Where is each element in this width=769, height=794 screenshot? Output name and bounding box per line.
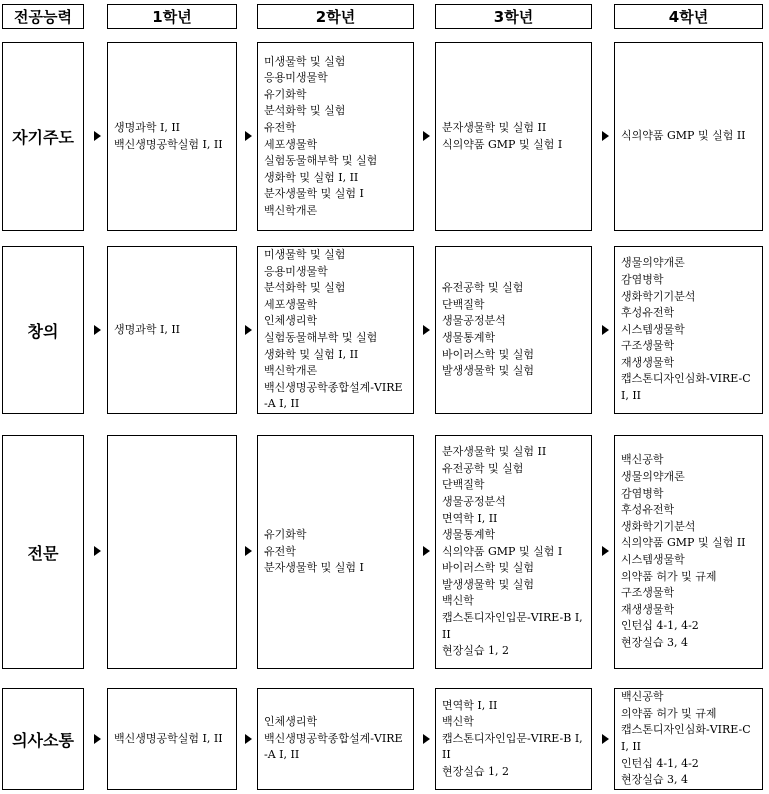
course-item: 실험동물해부학 및 실험 xyxy=(264,154,378,168)
course-item: 식의약품 GMP 및 실험 I xyxy=(442,137,563,151)
row2-year3-courses xyxy=(435,246,592,414)
row2-year2-courses xyxy=(257,246,414,414)
row1-year3-courses xyxy=(435,42,592,231)
course-item: 의약품 허가 및 규제 xyxy=(621,569,717,583)
header-year4: 4학년 xyxy=(614,4,763,29)
course-item: 백신학개론 xyxy=(264,203,318,217)
arrow-right-icon xyxy=(245,325,252,335)
header-year1: 1학년 xyxy=(107,4,237,29)
course-item: 현장실습 1, 2 xyxy=(442,644,509,658)
course-item: 분석화학 및 실험 xyxy=(264,104,346,118)
course-item: 생물의약개론 xyxy=(621,470,685,484)
arrow-right-icon xyxy=(245,734,252,744)
arrow-right-icon xyxy=(94,546,101,556)
competency-communication: 의사소통 xyxy=(2,688,84,790)
course-item: 재생생물학 xyxy=(621,602,675,616)
course-item: 재생생물학 xyxy=(621,355,675,369)
course-item: 구조생물학 xyxy=(621,339,675,353)
arrow-right-icon xyxy=(602,546,609,556)
course-item: 캡스톤디자인입문-VIRE-B I, xyxy=(442,611,583,625)
arrow-right-icon xyxy=(94,131,101,141)
course-item: 생물공정분석 xyxy=(442,494,506,508)
course-item: 실험동물해부학 및 실험 xyxy=(264,331,378,344)
course-item: 백신공학 xyxy=(621,690,664,704)
course-item: 분자생물학 및 실험 I xyxy=(264,561,364,575)
course-item: 유전공학 및 실험 xyxy=(442,281,524,295)
header-year3: 3학년 xyxy=(435,4,592,29)
course-item: 인턴십 4-1, 4-2 xyxy=(621,619,699,633)
arrow-right-icon xyxy=(423,734,430,744)
arrow-right-icon xyxy=(245,131,252,141)
row2-year1-courses xyxy=(107,246,237,414)
course-item: 세포생물학 xyxy=(264,137,318,151)
course-item: 캡스톤디자인심화-VIRE-C xyxy=(621,372,751,386)
course-item: 생명과학 I, II xyxy=(114,120,181,134)
course-item: I, II xyxy=(621,740,642,753)
course-item: 생화학기기분석 xyxy=(621,519,696,533)
course-item: 시스템생물학 xyxy=(621,553,685,566)
arrow-right-icon xyxy=(602,131,609,141)
course-item: 면역학 I, II xyxy=(442,698,498,712)
course-item: 유기화학 xyxy=(264,528,307,542)
competency-creativity: 창의 xyxy=(2,246,84,414)
row4-year4-courses xyxy=(614,688,763,790)
course-item: II xyxy=(442,748,451,762)
row4-year1-courses xyxy=(107,688,237,790)
course-item: 분자생물학 및 실험 II xyxy=(442,120,547,134)
course-item: 분자생물학 및 실험 II xyxy=(442,445,547,459)
row3-year3-courses xyxy=(435,435,592,669)
course-item: II xyxy=(442,627,451,641)
course-item: 백신생명공학실험 I, II xyxy=(114,731,223,745)
course-item: 백신공학 xyxy=(621,453,664,467)
course-item: 백신학 xyxy=(442,594,474,608)
course-item: 바이러스학 및 실험 xyxy=(442,347,535,361)
course-item: 미생물학 및 실험 xyxy=(264,248,346,262)
course-item: 유기화학 xyxy=(264,87,307,101)
course-item: 감염병학 xyxy=(621,486,664,500)
row3-year1-courses xyxy=(107,435,237,669)
course-item: 발생생물학 및 실험 xyxy=(442,577,535,591)
course-item: 백신생명공학종합설계-VIRE xyxy=(264,380,403,394)
course-item: 인체생리학 xyxy=(264,314,318,328)
course-item: 감염병학 xyxy=(621,272,664,286)
course-item: 후성유전학 xyxy=(621,306,675,320)
course-item: 발생생물학 및 실험 xyxy=(442,364,535,378)
course-item: 식의약품 GMP 및 실험 II xyxy=(621,536,746,550)
arrow-right-icon xyxy=(423,546,430,556)
row4-year2-courses xyxy=(257,688,414,790)
course-item: 생화학 및 실험 I, II xyxy=(264,347,359,361)
arrow-right-icon xyxy=(245,546,252,556)
row4-year3-courses xyxy=(435,688,592,790)
course-item: 식의약품 GMP 및 실험 II xyxy=(621,129,746,143)
header-competency: 전공능력 xyxy=(2,4,84,29)
competency-self-directed: 자기주도 xyxy=(2,42,84,231)
course-item: 유전학 xyxy=(264,120,296,134)
course-item: 식의약품 GMP 및 실험 I xyxy=(442,544,563,558)
row1-year1-courses xyxy=(107,42,237,231)
course-item: 단백질학 xyxy=(442,478,485,492)
arrow-right-icon xyxy=(602,325,609,335)
course-item: 단백질학 xyxy=(442,297,485,311)
course-item: 시스템생물학 xyxy=(621,322,685,336)
arrow-right-icon xyxy=(423,131,430,141)
course-item: 생물공정분석 xyxy=(442,314,506,328)
arrow-right-icon xyxy=(94,325,101,335)
row2-year4-courses xyxy=(614,246,763,414)
course-item: 백신생명공학종합설계-VIRE xyxy=(264,731,403,745)
course-item: 인턴십 4-1, 4-2 xyxy=(621,756,699,770)
course-item: 바이러스학 및 실험 xyxy=(442,561,535,575)
course-item: 백신학 xyxy=(442,715,474,729)
course-item: 생화학 및 실험 I, II xyxy=(264,170,359,184)
course-item: 응용미생물학 xyxy=(264,71,328,85)
course-item: 백신학개론 xyxy=(264,364,318,378)
course-item: -A I, II xyxy=(264,748,300,762)
arrow-right-icon xyxy=(94,734,101,744)
course-item: 인체생리학 xyxy=(264,715,318,729)
course-item: 현장실습 3, 4 xyxy=(621,773,688,787)
course-item: 유전공학 및 실험 xyxy=(442,461,524,475)
row3-year2-courses xyxy=(257,435,414,669)
course-item: 분석화학 및 실험 xyxy=(264,281,346,295)
course-item: 캡스톤디자인심화-VIRE-C xyxy=(621,723,751,737)
course-item: 후성유전학 xyxy=(621,503,675,517)
arrow-right-icon xyxy=(423,325,430,335)
course-item: 구조생물학 xyxy=(621,586,675,600)
course-item: 분자생물학 및 실험 I xyxy=(264,187,364,201)
course-item: 백신생명공학실험 I, II xyxy=(114,137,223,151)
course-item: 생물통계학 xyxy=(442,331,496,344)
header-year2: 2학년 xyxy=(257,4,414,29)
row1-year2-courses xyxy=(257,42,414,231)
course-item: 현장실습 1, 2 xyxy=(442,764,509,778)
course-item: 미생물학 및 실험 xyxy=(264,54,346,68)
course-item: 의약품 허가 및 규제 xyxy=(621,706,717,720)
course-item: I, II xyxy=(621,389,642,403)
arrow-right-icon xyxy=(602,734,609,744)
course-item: 면역학 I, II xyxy=(442,511,498,525)
course-item: -A I, II xyxy=(264,397,300,411)
course-item: 응용미생물학 xyxy=(264,264,328,278)
course-item: 세포생물학 xyxy=(264,297,318,311)
course-item: 생화학기기분석 xyxy=(621,289,696,303)
course-item: 캡스톤디자인입문-VIRE-B I, xyxy=(442,731,583,745)
row1-year4-courses xyxy=(614,42,763,231)
competency-expertise: 전문 xyxy=(2,435,84,669)
course-item: 유전학 xyxy=(264,544,296,558)
course-item: 생명과학 I, II xyxy=(114,322,181,336)
course-item: 생물통계학 xyxy=(442,528,496,542)
row3-year4-courses xyxy=(614,435,763,669)
course-item: 생물의약개론 xyxy=(621,256,685,270)
course-item: 현장실습 3, 4 xyxy=(621,635,688,649)
